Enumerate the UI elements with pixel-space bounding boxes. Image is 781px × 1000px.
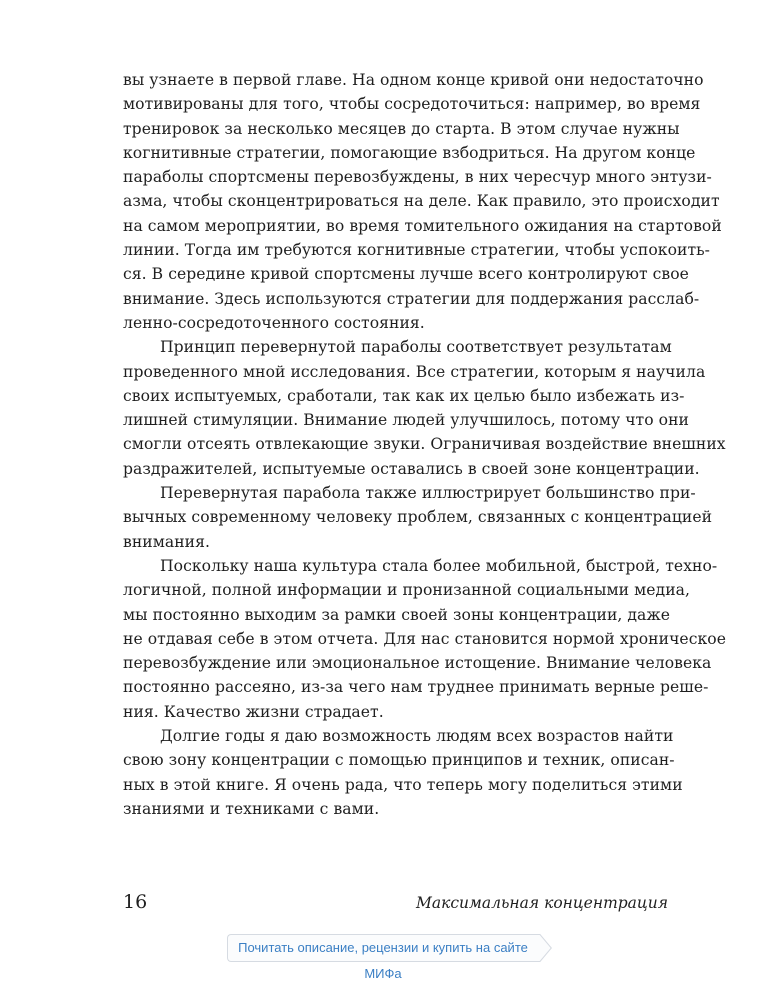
text-line: когнитивные стратегии, помогающие взбодриться. На другом конце — [123, 143, 696, 162]
text-line: смогли отсеять отвлекающие звуки. Ограничивая воздействие внешних — [123, 435, 726, 454]
page-body — [123, 68, 726, 821]
text-line: внимания. — [123, 532, 211, 551]
text-line: внимание. Здесь используются стратегии для поддержания расслаб- — [123, 289, 700, 308]
page-number: 16 — [123, 891, 148, 913]
text-line: Перевернутая парабола также иллюстрирует большинство при- — [160, 484, 696, 503]
text-line: свою зону концентрации с помощью принципов и техник, описан- — [123, 751, 675, 770]
text-line: линии. Тогда им требуются когнитивные стратегии, чтобы успокоить- — [123, 241, 710, 260]
text-line: Принцип перевернутой параболы соответствует результатам — [160, 338, 672, 357]
text-line: Долгие годы я даю возможность людям всех возрастов найти — [160, 727, 674, 746]
text-line: тренировок за несколько месяцев до старта. В этом случае нужны — [123, 119, 680, 138]
text-line: своих испытуемых, сработали, так как их целью было избежать из- — [123, 386, 685, 405]
text-line: перевозбуждение или эмоциональное истощение. Внимание человека — [123, 654, 712, 673]
text-line: ленно-сосредоточенного состояния. — [123, 313, 425, 332]
page-footer — [123, 889, 668, 917]
text-line: лишней стимуляции. Внимание людей улучшилось, потому что они — [123, 411, 690, 430]
text-line: постоянно рассеяно, из-за чего нам труднее принимать верные реше- — [123, 678, 709, 697]
text-line: вычных современному человеку проблем, связанных с концентрацией — [123, 508, 713, 527]
text-line: азма, чтобы сконцентрироваться на деле. Как правило, это происходит — [123, 192, 720, 211]
promo-link[interactable]: Почитать описание, рецензии и купить на сайте МИФа — [227, 934, 538, 962]
promo-banner — [227, 934, 555, 981]
text-line: вы узнаете в первой главе. На одном конце кривой они недостаточно — [123, 71, 704, 89]
text-line: мы постоянно выходим за рамки своей зоны концентрации, даже — [123, 605, 671, 624]
text-line: параболы спортсмены перевозбуждены, в них чересчур много энтузи- — [123, 168, 712, 187]
text-line: мотивированы для того, чтобы сосредоточиться: например, во время — [123, 95, 701, 114]
text-line: логичной, полной информации и пронизанной социальными медиа, — [123, 581, 690, 600]
text-line: знаниями и техниками с вами. — [123, 799, 380, 818]
text-line: проведенного мной исследования. Все стратегии, которым я научила — [123, 362, 706, 381]
text-line: на самом мероприятии, во время томительного ожидания на стартовой — [123, 216, 722, 235]
text-line: ных в этой книге. Я очень рада, что теперь могу поделиться этими — [123, 775, 683, 794]
running-title: Максимальная концентрация — [416, 894, 668, 912]
text-line: ния. Качество жизни страдает. — [123, 702, 384, 721]
text-line: ся. В середине кривой спортсмены лучше всего контролируют свое — [123, 265, 689, 284]
text-line: не отдавая себе в этом отчета. Для нас становится нормой хроническое — [123, 629, 726, 648]
text-line: раздражителей, испытуемые оставались в своей зоне концентрации. — [123, 459, 700, 478]
text-line: Поскольку наша культура стала более мобильной, быстрой, техно- — [160, 556, 718, 575]
